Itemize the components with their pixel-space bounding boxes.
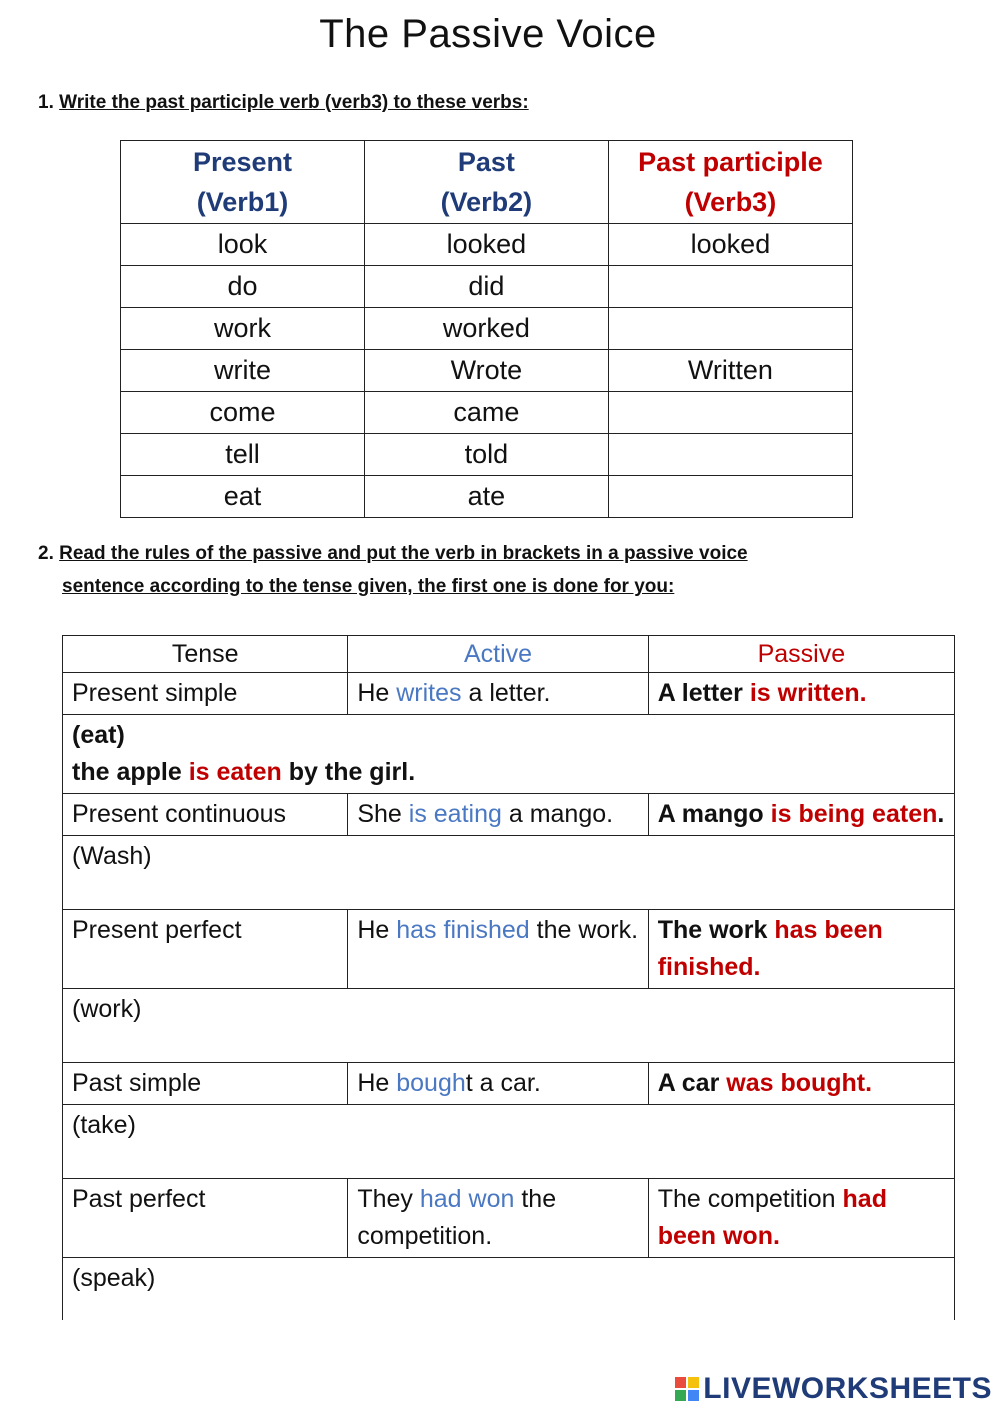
answer-field[interactable]: (work) xyxy=(63,989,955,1063)
table-row xyxy=(121,434,853,476)
question-1-text: Write the past participle verb (verb3) to these verbs: xyxy=(59,92,529,113)
table-row xyxy=(121,266,853,308)
passive-cell: The competition had been won. xyxy=(648,1179,954,1258)
verb2-cell: told xyxy=(364,434,608,476)
answer-row xyxy=(63,836,955,910)
passive-cell: A car was bought. xyxy=(648,1063,954,1105)
verb3-answer-field[interactable]: Written xyxy=(608,350,852,392)
verb1-cell: come xyxy=(121,392,365,434)
question-2-text-line2: sentence according to the tense given, the first one is done for you: xyxy=(62,576,675,597)
header-tense: Tense xyxy=(63,636,348,673)
verb2-cell: looked xyxy=(364,224,608,266)
header-present: Present (Verb1) xyxy=(121,141,365,224)
question-1 xyxy=(38,92,529,114)
header-active: Active xyxy=(348,636,648,673)
table-row xyxy=(121,350,853,392)
verb3-answer-field[interactable]: looked xyxy=(608,224,852,266)
question-2-number: 2. xyxy=(38,543,54,564)
tense-cell: Present perfect xyxy=(63,910,348,989)
active-cell: He bought a car. xyxy=(348,1063,648,1105)
table-row xyxy=(121,308,853,350)
active-cell: He writes a letter. xyxy=(348,673,648,715)
question-1-number: 1. xyxy=(38,92,54,113)
answer-row xyxy=(63,1258,955,1321)
passive-cell: A mango is being eaten. xyxy=(648,794,954,836)
liveworksheets-logo xyxy=(675,1372,992,1406)
page-title: The Passive Voice xyxy=(319,12,657,56)
verb3-answer-field[interactable] xyxy=(608,308,852,350)
table-row xyxy=(121,224,853,266)
verb3-answer-field[interactable] xyxy=(608,266,852,308)
logo-squares-icon xyxy=(675,1377,699,1401)
passive-cell: The work has been finished. xyxy=(648,910,954,989)
verb2-cell: came xyxy=(364,392,608,434)
answer-row xyxy=(63,989,955,1063)
tense-cell: Present simple xyxy=(63,673,348,715)
verb1-cell: do xyxy=(121,266,365,308)
verb1-cell: eat xyxy=(121,476,365,518)
question-2 xyxy=(38,543,748,565)
verb3-answer-field[interactable] xyxy=(608,392,852,434)
answer-field[interactable]: (Wash) xyxy=(63,836,955,910)
question-2-text-line1: Read the rules of the passive and put the verb in brackets in a passive voice xyxy=(59,543,748,564)
verb1-cell: look xyxy=(121,224,365,266)
verb2-cell: worked xyxy=(364,308,608,350)
table-row xyxy=(121,476,853,518)
verb1-cell: write xyxy=(121,350,365,392)
passive-cell: A letter is written. xyxy=(648,673,954,715)
tense-cell: Past simple xyxy=(63,1063,348,1105)
active-cell: She is eating a mango. xyxy=(348,794,648,836)
table-row xyxy=(63,1063,955,1105)
active-cell: He has finished the work. xyxy=(348,910,648,989)
example-answer-row xyxy=(63,715,955,794)
passive-table-header xyxy=(63,636,955,673)
header-passive: Passive xyxy=(648,636,954,673)
table-row xyxy=(121,392,853,434)
verb-forms-table xyxy=(120,140,853,518)
active-cell: They had won the competition. xyxy=(348,1179,648,1258)
table-row xyxy=(63,910,955,989)
verb1-cell: work xyxy=(121,308,365,350)
verb2-cell: ate xyxy=(364,476,608,518)
header-past: Past (Verb2) xyxy=(364,141,608,224)
table-row xyxy=(63,794,955,836)
verb2-cell: Wrote xyxy=(364,350,608,392)
verb3-answer-field[interactable] xyxy=(608,434,852,476)
header-past-participle: Past participle (Verb3) xyxy=(608,141,852,224)
tense-cell: Past perfect xyxy=(63,1179,348,1258)
answer-row xyxy=(63,1105,955,1179)
verb2-cell: did xyxy=(364,266,608,308)
table-row xyxy=(63,1179,955,1258)
answer-field[interactable]: (speak) xyxy=(63,1258,955,1321)
table-row xyxy=(63,673,955,715)
tense-cell: Present continuous xyxy=(63,794,348,836)
logo-text: LIVEWORKSHEETS xyxy=(703,1372,992,1405)
verb3-answer-field[interactable] xyxy=(608,476,852,518)
answer-field[interactable]: (take) xyxy=(63,1105,955,1179)
verb1-cell: tell xyxy=(121,434,365,476)
passive-voice-table xyxy=(62,635,955,1320)
example-answer-cell: (eat) the apple is eaten by the girl. xyxy=(63,715,955,794)
verb-table-header xyxy=(121,141,853,224)
